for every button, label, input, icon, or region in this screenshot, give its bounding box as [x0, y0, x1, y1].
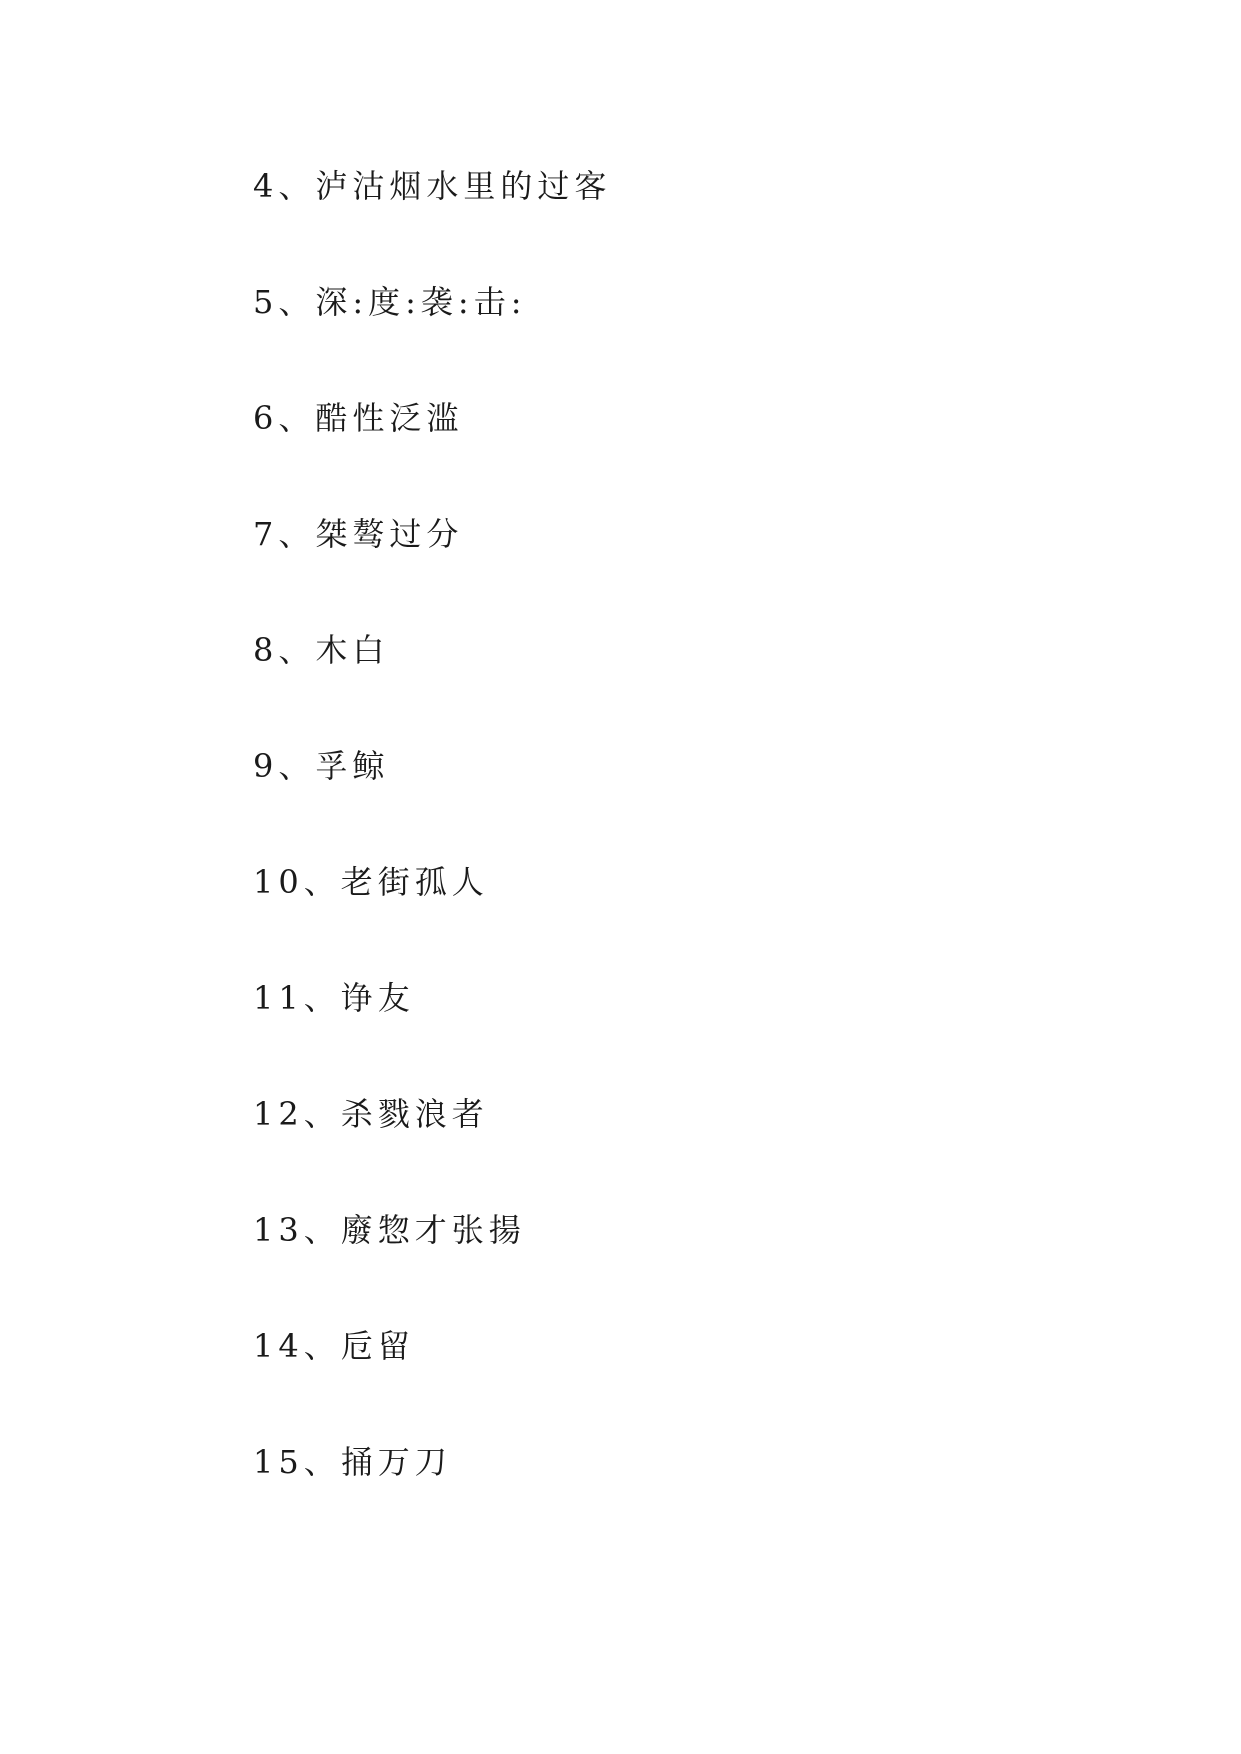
list-item: 13、廢惣才张揚 — [253, 1211, 526, 1249]
list-item: 5、深:度:袭:击: — [253, 283, 527, 321]
list-item: 9、孚鲸 — [253, 747, 390, 785]
list-item: 15、捅万刀 — [253, 1443, 452, 1481]
list-item: 6、酷性泛滥 — [253, 399, 464, 437]
list-item: 7、桀骜过分 — [253, 515, 464, 553]
list-item: 8、木白 — [253, 631, 390, 669]
list-item: 11、诤友 — [253, 979, 415, 1017]
list-item: 12、杀戮浪者 — [253, 1095, 489, 1133]
list-item: 14、卮留 — [253, 1327, 415, 1365]
name-list — [253, 160, 611, 1552]
list-item: 10、老街孤人 — [253, 863, 489, 901]
list-item: 4、泸沽烟水里的过客 — [253, 167, 612, 205]
